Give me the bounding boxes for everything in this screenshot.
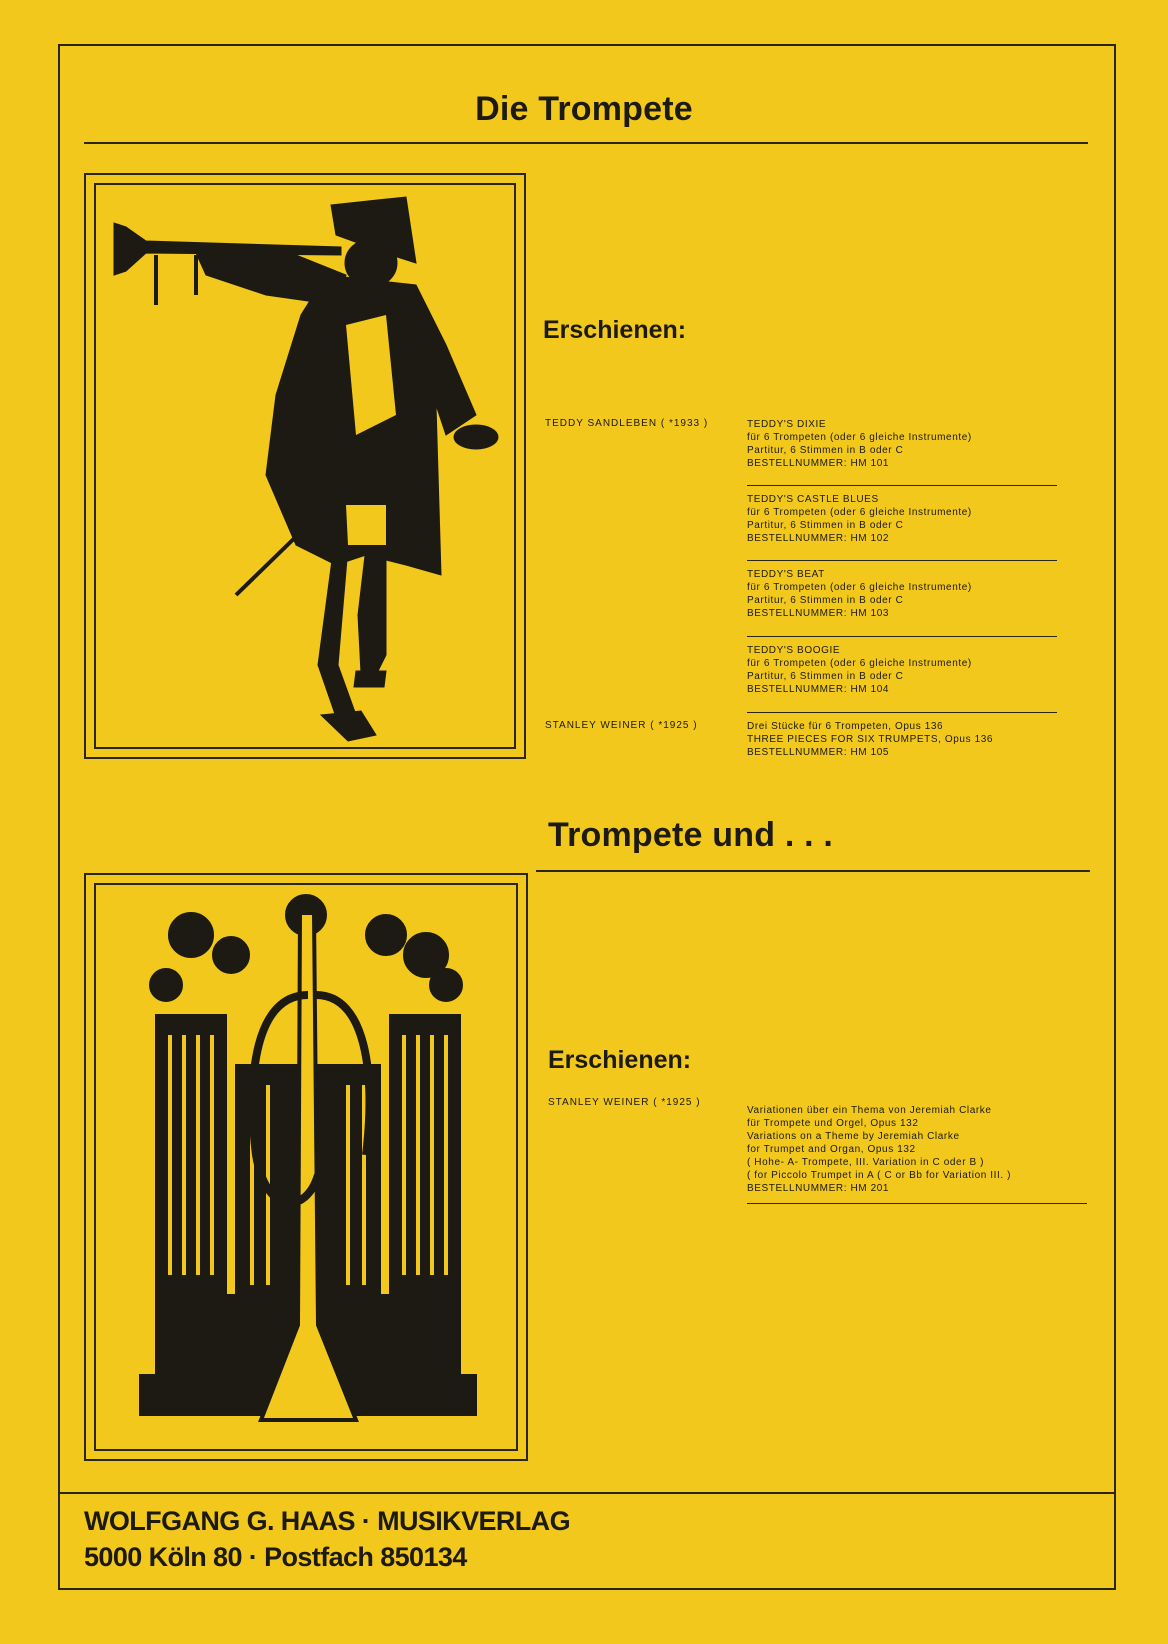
title-rule: [84, 142, 1088, 144]
published-label: Erschienen:: [543, 316, 687, 344]
trumpeter-illustration: [84, 173, 526, 759]
section-title-die-trompete: Die Trompete: [475, 90, 693, 128]
organ-illustration: [84, 873, 528, 1461]
list-item: TEDDY'S CASTLE BLUES für 6 Trompeten (oder 6 gleiche Instrumente) Partitur, 6 Stimmen in B oder C BESTELLNUMMER: HM 102: [747, 494, 972, 544]
publisher-name: WOLFGANG G. HAAS · MUSIKVERLAG: [84, 1506, 570, 1536]
list-item: Variationen über ein Thema von Jeremiah Clarke für Trompete und Orgel, Opus 132 Variations on a Theme by Jeremiah Clarke for Trumpet and Organ, Opus 132 ( Hohe- A- Trompete, III. Variation in C oder B ) ( for Piccolo Trumpet in A ( C or Bb for Variation III. ) BESTELLNUMMER: HM 201: [747, 1105, 1012, 1194]
entry-divider: [747, 1203, 1087, 1204]
entry-divider: [747, 485, 1057, 486]
organ-icon: [86, 875, 530, 1463]
list-item: TEDDY'S DIXIE für 6 Trompeten (oder 6 gleiche Instrumente) Partitur, 6 Stimmen in B oder C BESTELLNUMMER: HM 101: [747, 419, 972, 469]
composer-stanley-weiner: STANLEY WEINER ( *1925 ): [548, 1097, 701, 1108]
entry-divider: [747, 712, 1057, 713]
list-item: Drei Stücke für 6 Trompeten, Opus 136 THREE PIECES FOR SIX TRUMPETS, Opus 136 BESTELLNUMMER: HM 105: [747, 721, 994, 758]
entry-divider: [747, 560, 1057, 561]
composer-stanley-weiner: STANLEY WEINER ( *1925 ): [545, 720, 698, 731]
published-label: Erschienen:: [548, 1046, 692, 1074]
section-title-trompete-und: Trompete und . . .: [548, 816, 834, 854]
composer-teddy-sandleben: TEDDY SANDLEBEN ( *1933 ): [545, 418, 709, 429]
list-item: TEDDY'S BOOGIE für 6 Trompeten (oder 6 gleiche Instrumente) Partitur, 6 Stimmen in B oder C BESTELLNUMMER: HM 104: [747, 645, 972, 695]
footer-rule: [58, 1492, 1116, 1494]
title-rule: [536, 870, 1090, 872]
trumpeter-icon: [86, 175, 528, 761]
entry-divider: [747, 636, 1057, 637]
list-item: TEDDY'S BEAT für 6 Trompeten (oder 6 gleiche Instrumente) Partitur, 6 Stimmen in B oder C BESTELLNUMMER: HM 103: [747, 569, 972, 619]
publisher-address: 5000 Köln 80 · Postfach 850134: [84, 1542, 467, 1572]
